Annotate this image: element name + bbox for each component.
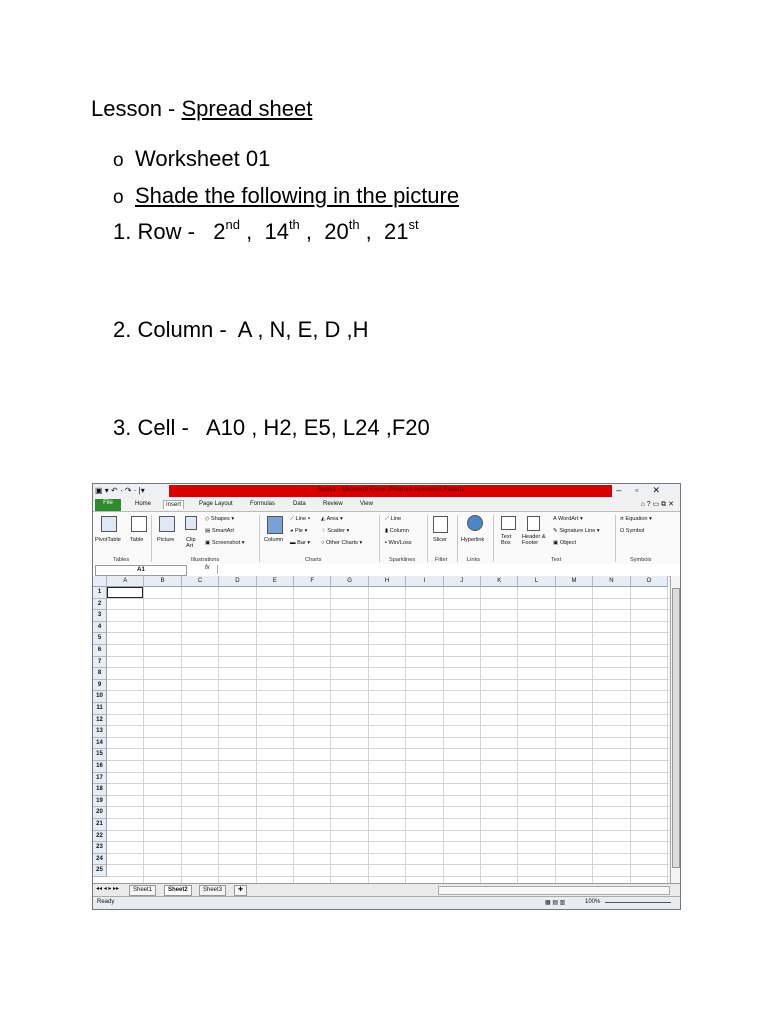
row-gridline [107, 725, 669, 726]
group-divider [379, 515, 380, 562]
table-icon[interactable] [131, 516, 147, 532]
tab-formulas[interactable]: Formulas [250, 501, 276, 507]
ordinal-suffix: nd [225, 217, 240, 232]
column-chart-icon[interactable] [267, 516, 283, 534]
column-gridline [218, 587, 219, 883]
row-header-22[interactable]: 22 [93, 831, 107, 843]
symbol-label: Symbol [625, 528, 645, 534]
row-header-17[interactable]: 17 [93, 773, 107, 785]
row-gridline [107, 714, 669, 715]
group-divider [493, 515, 494, 562]
group-illustrations: Illustrations [191, 557, 220, 563]
lesson-title: Spread sheet [181, 96, 313, 121]
pivottable-icon[interactable] [101, 516, 117, 532]
task-row-values [213, 219, 418, 244]
excel-titlebar [93, 484, 680, 498]
row-header-4[interactable]: 4 [93, 622, 107, 634]
row-gridline [107, 656, 669, 657]
status-bar [93, 896, 680, 909]
signature-line-button[interactable]: ✎ Signature Line ▾ [553, 528, 600, 534]
row-header-6[interactable]: 6 [93, 645, 107, 657]
column-gridline [256, 587, 257, 883]
equation-label: Equation [625, 516, 648, 522]
header-footer-icon[interactable] [527, 516, 540, 531]
row-gridline [107, 609, 669, 610]
pie-chart-button[interactable]: ◕ Pie ▾ [290, 528, 308, 534]
column-gridline [293, 587, 294, 883]
bullet-mark: o [113, 187, 124, 208]
column-header-J[interactable]: J [444, 576, 481, 587]
ordinal-suffix: th [348, 217, 360, 232]
row-ordinal [384, 219, 419, 244]
group-divider [615, 515, 616, 562]
row-header-13[interactable]: 13 [93, 726, 107, 738]
column-header-A[interactable]: A [107, 576, 144, 587]
row-ordinal [264, 219, 324, 244]
row-ordinal [213, 219, 264, 244]
shapes-label: Shapes [210, 516, 230, 522]
group-sparklines: Sparklines [389, 557, 416, 563]
zoom-level[interactable]: 100% [585, 899, 601, 905]
bullet-text: Worksheet 01 [135, 146, 271, 171]
window-controls[interactable]: –▫✕ [616, 485, 674, 495]
insert-sheet-icon[interactable]: ✚ [234, 885, 247, 896]
column-gridline [480, 587, 481, 883]
group-tables: Tables [113, 557, 130, 563]
tab-view[interactable]: View [360, 501, 373, 507]
task-value: A10 , H2, E5, L24 ,F20 [205, 415, 430, 440]
column-gridline [181, 587, 182, 883]
scroll-thumb[interactable] [672, 588, 680, 868]
view-buttons[interactable]: ▦ ▤ ▥ [545, 900, 566, 906]
task-row [113, 219, 419, 245]
row-gridline [107, 853, 669, 854]
bullet-mark: o [113, 150, 124, 171]
column-gridline [405, 587, 406, 883]
sparkline-line-button[interactable]: ⟋ Line [385, 516, 402, 522]
picture-label[interactable]: Picture [157, 537, 175, 543]
smartart-label: SmartArt [211, 528, 234, 534]
lesson-prefix: Lesson - [91, 96, 182, 121]
line-chart-button[interactable]: ⟋ Line ▾ [290, 516, 311, 522]
horizontal-scrollbar[interactable] [438, 886, 670, 895]
line-chart-label: Line [295, 516, 307, 522]
zoom-slider[interactable] [605, 902, 671, 903]
symbol-button[interactable]: Ω Symbol [620, 528, 645, 534]
column-header-O[interactable]: O [631, 576, 668, 587]
row-header-12[interactable]: 12 [93, 715, 107, 727]
fx-icon[interactable]: fx [205, 565, 210, 571]
row-header-24[interactable]: 24 [93, 854, 107, 866]
vertical-scrollbar[interactable] [670, 576, 680, 883]
ordinal-number: 21 [384, 219, 409, 244]
other-charts-label: Other Charts [325, 540, 358, 546]
row-header-7[interactable]: 7 [93, 657, 107, 669]
sheet-tab-sheet3[interactable]: Sheet3 [199, 885, 226, 896]
sheet-nav-arrows[interactable]: ◂◂ ◂ ▸ ▸▸ [96, 886, 120, 892]
shapes-button[interactable]: ◇ Shapes ▾ [205, 516, 235, 522]
column-gridline [667, 587, 668, 883]
row-gridline [107, 783, 669, 784]
group-divider [427, 515, 428, 562]
column-gridline [330, 587, 331, 883]
area-chart-button[interactable]: ◭ Area ▾ [321, 516, 343, 522]
hyperlink-icon[interactable] [467, 515, 483, 531]
row-header-2[interactable]: 2 [93, 599, 107, 611]
select-all-corner[interactable] [93, 576, 107, 587]
excel-screenshot [92, 483, 681, 910]
column-gridline [555, 587, 556, 883]
group-filter: Filter [435, 557, 448, 563]
column-header-E[interactable]: E [257, 576, 294, 587]
group-divider [151, 515, 152, 562]
row-header-14[interactable]: 14 [93, 738, 107, 750]
row-gridline [107, 818, 669, 819]
bullet-worksheet [113, 146, 270, 172]
sheet-tab-sheet2[interactable]: Sheet2 [164, 885, 192, 896]
row-gridline [107, 690, 669, 691]
column-header-M[interactable]: M [556, 576, 593, 587]
row-gridline [107, 806, 669, 807]
task-column [113, 317, 369, 343]
sheet-tab-sheet1[interactable]: Sheet1 [129, 885, 156, 896]
column-header-N[interactable]: N [593, 576, 630, 587]
pie-chart-label: Pie [294, 528, 304, 534]
row-gridline [107, 748, 669, 749]
row-gridline [107, 841, 669, 842]
row-header-8[interactable]: 8 [93, 668, 107, 680]
column-header-I[interactable]: I [406, 576, 443, 587]
slicer-icon[interactable] [433, 516, 448, 533]
scatter-chart-label: Scatter [327, 528, 345, 534]
clipart-label[interactable]: Clip Art [186, 537, 196, 549]
sparkline-winloss-label: Win/Loss [388, 540, 412, 546]
task-number: 3. [113, 415, 132, 440]
slicer-label[interactable]: Slicer [433, 537, 447, 543]
row-ordinal [324, 219, 384, 244]
row-gridline [107, 632, 669, 633]
other-charts-button[interactable]: ○ Other Charts ▾ [321, 540, 363, 546]
row-gridline [107, 760, 669, 761]
row-header-25[interactable]: 25 [93, 865, 107, 877]
tab-insert[interactable]: Insert [163, 500, 184, 509]
hyperlink-label[interactable]: Hyperlink [461, 537, 485, 543]
help-icons[interactable]: ⌂ ? ▭ ⧉ ✕ [640, 501, 674, 508]
screenshot-label: Screenshot [211, 540, 241, 546]
wordart-label: WordArt [557, 516, 579, 522]
column-gridline [517, 587, 518, 883]
group-charts: Charts [305, 557, 322, 563]
scatter-chart-button[interactable]: ⁘ Scatter ▾ [321, 528, 350, 534]
table-label[interactable]: Table [130, 537, 144, 543]
row-gridline [107, 830, 669, 831]
row-header-3[interactable]: 3 [93, 610, 107, 622]
row-header-23[interactable]: 23 [93, 842, 107, 854]
worksheet-grid[interactable] [93, 576, 669, 883]
tab-page-layout[interactable]: Page Layout [199, 501, 233, 507]
row-gridline [107, 644, 669, 645]
column-header-H[interactable]: H [369, 576, 406, 587]
signature-line-label: Signature Line [559, 528, 596, 534]
ribbon-insert [93, 511, 680, 565]
task-label: Cell - [137, 415, 189, 440]
tab-data[interactable]: Data [293, 501, 306, 507]
row-gridline [107, 621, 669, 622]
sparkline-line-label: Line [390, 516, 402, 522]
name-box[interactable]: A1 [95, 565, 187, 576]
row-header-21[interactable]: 21 [93, 819, 107, 831]
bar-chart-label: Bar [297, 540, 306, 546]
sparkline-winloss-button[interactable]: ▪ Win/Loss [385, 540, 412, 546]
ordinal-number: 20 [324, 219, 349, 244]
row-gridline [107, 795, 669, 796]
column-header-K[interactable]: K [481, 576, 518, 587]
task-label: Column - [137, 317, 227, 342]
sparkline-column-button[interactable]: ▮ Column [385, 528, 409, 534]
group-text: Text [551, 557, 562, 563]
bar-chart-button[interactable]: ▬ Bar ▾ [290, 540, 311, 546]
column-chart-label[interactable]: Column [264, 537, 284, 543]
task-number: 1. [113, 219, 132, 244]
equation-button[interactable]: π Equation ▾ [620, 516, 652, 522]
lesson-heading [91, 96, 312, 122]
row-header-11[interactable]: 11 [93, 703, 107, 715]
screenshot-button[interactable]: ▣ Screenshot ▾ [205, 540, 245, 546]
pivottable-label[interactable]: PivotTable [95, 537, 121, 543]
object-label: Object [559, 540, 577, 546]
row-header-18[interactable]: 18 [93, 784, 107, 796]
tab-home[interactable]: Home [135, 501, 152, 507]
row-gridline [107, 864, 669, 865]
task-value: A , N, E, D ,H [237, 317, 369, 342]
status-text: Ready [97, 899, 115, 905]
group-divider [457, 515, 458, 562]
tab-review[interactable]: Review [323, 501, 343, 507]
picture-icon[interactable] [159, 516, 175, 532]
group-symbols: Symbols [630, 557, 652, 563]
column-gridline [368, 587, 369, 883]
column-header-L[interactable]: L [518, 576, 555, 587]
column-gridline [443, 587, 444, 883]
ordinal-separator: , [359, 219, 385, 244]
ribbon-tabs [93, 499, 680, 511]
row-header-16[interactable]: 16 [93, 761, 107, 773]
column-header-F[interactable]: F [294, 576, 331, 587]
row-gridline [107, 876, 669, 877]
task-cell [113, 415, 430, 441]
clipart-icon[interactable] [185, 516, 197, 530]
ordinal-number: 14 [264, 219, 289, 244]
task-number: 2. [113, 317, 132, 342]
row-gridline [107, 679, 669, 680]
row-gridline [107, 737, 669, 738]
row-gridline [107, 598, 669, 599]
active-cell[interactable] [107, 587, 143, 598]
bullet-instruction [113, 183, 459, 209]
row-header-5[interactable]: 5 [93, 633, 107, 645]
header-footer-label[interactable]: Header & Footer [522, 534, 546, 546]
textbox-icon[interactable] [501, 516, 516, 530]
sheet-tabs-bar [93, 883, 680, 896]
formula-input[interactable] [217, 565, 668, 574]
row-gridline [107, 772, 669, 773]
row-header-20[interactable]: 20 [93, 807, 107, 819]
ordinal-number: 2 [213, 219, 226, 244]
column-gridline [592, 587, 593, 883]
column-gridline [143, 587, 144, 883]
column-gridline [630, 587, 631, 883]
area-chart-label: Area [326, 516, 339, 522]
task-label: Row - [137, 219, 195, 244]
sparkline-column-label: Column [389, 528, 409, 534]
row-header-15[interactable]: 15 [93, 749, 107, 761]
row-gridline [107, 702, 669, 703]
smartart-button[interactable]: ▤ SmartArt [205, 528, 234, 534]
row-gridline [107, 667, 669, 668]
window-title: Book1 - Microsoft Excel (Product Activation Failed) [317, 486, 464, 493]
group-links: Links [467, 557, 481, 563]
ordinal-suffix: th [288, 217, 300, 232]
textbox-label[interactable]: Text Box [501, 534, 512, 546]
row-header-10[interactable]: 10 [93, 691, 107, 703]
ordinal-separator: , [299, 219, 325, 244]
row-header-9[interactable]: 9 [93, 680, 107, 692]
row-header-1[interactable]: 1 [93, 587, 107, 599]
ordinal-suffix: st [408, 217, 419, 232]
group-divider [259, 515, 260, 562]
wordart-button[interactable]: A WordArt ▾ [553, 516, 583, 522]
column-header-D[interactable]: D [219, 576, 256, 587]
ordinal-separator: , [240, 219, 265, 244]
object-button[interactable]: ▣ Object [553, 540, 577, 546]
column-header-C[interactable]: C [182, 576, 219, 587]
column-header-B[interactable]: B [144, 576, 181, 587]
quick-access-toolbar[interactable]: ▣ ▾ ↶ · ↷ · |▾ [95, 486, 145, 495]
tab-file[interactable]: File [95, 499, 121, 511]
bullet-text: Shade the following in the picture [135, 183, 460, 208]
column-header-G[interactable]: G [331, 576, 368, 587]
row-header-19[interactable]: 19 [93, 796, 107, 808]
